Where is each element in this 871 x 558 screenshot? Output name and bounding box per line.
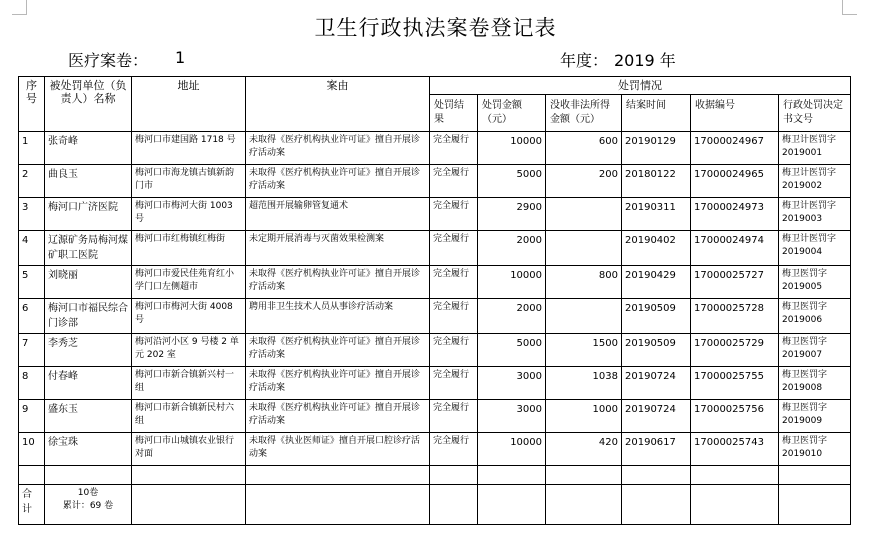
row-address: 梅河口市梅河大街 1003 号 [132, 198, 246, 231]
row-decision-doc-no: 梅卫计医罚字 2019004 [779, 231, 851, 266]
row-confiscated [546, 198, 622, 231]
case-register-table [18, 76, 851, 525]
row-closed-date: 20190311 [622, 198, 691, 231]
table-row [19, 266, 851, 299]
blank-cell [779, 466, 851, 485]
row-party: 刘晓丽 [45, 266, 132, 299]
row-result: 完全履行 [430, 367, 478, 400]
row-decision-doc-no: 梅卫计医罚字 2019003 [779, 198, 851, 231]
row-seq: 8 [19, 367, 45, 400]
row-address: 梅河口市建国路 1718 号 [132, 132, 246, 165]
row-fine: 2000 [478, 299, 546, 334]
row-result: 完全履行 [430, 299, 478, 334]
row-confiscated: 800 [546, 266, 622, 299]
blank-cell [19, 466, 45, 485]
row-seq: 10 [19, 433, 45, 466]
row-party: 梅河口市福民综合门诊部 [45, 299, 132, 334]
row-fine: 10000 [478, 266, 546, 299]
row-result: 完全履行 [430, 165, 478, 198]
row-address: 梅河沿河小区 9 号楼 2 单元 202 室 [132, 334, 246, 367]
header-cause: 案由 [246, 77, 430, 132]
table-row [19, 367, 851, 400]
row-party: 付春峰 [45, 367, 132, 400]
blank-cell [622, 466, 691, 485]
row-party: 徐宝珠 [45, 433, 132, 466]
header-seq: 序号 [19, 77, 45, 132]
row-cause: 未取得《执业医师证》擅自开展口腔诊疗活动案 [246, 433, 430, 466]
total-volumes-cell [45, 485, 132, 525]
row-receipt-no: 17000024967 [691, 132, 779, 165]
header-address: 地址 [132, 77, 246, 132]
blank-cell [132, 466, 246, 485]
blank-cell [622, 485, 691, 525]
row-receipt-no: 17000025756 [691, 400, 779, 433]
row-party: 张奇峰 [45, 132, 132, 165]
row-address: 梅河口市红梅镇红梅街 [132, 231, 246, 266]
header-result: 处罚结果 [430, 95, 478, 132]
table-row [19, 132, 851, 165]
row-seq: 3 [19, 198, 45, 231]
row-result: 完全履行 [430, 231, 478, 266]
row-party: 辽源矿务局梅河煤矿职工医院 [45, 231, 132, 266]
table-row [19, 165, 851, 198]
row-result: 完全履行 [430, 132, 478, 165]
row-confiscated: 1500 [546, 334, 622, 367]
row-closed-date: 20190129 [622, 132, 691, 165]
row-closed-date: 20190402 [622, 231, 691, 266]
blank-cell [478, 466, 546, 485]
row-confiscated: 600 [546, 132, 622, 165]
row-receipt-no: 17000025755 [691, 367, 779, 400]
row-decision-doc-no: 梅卫医罚字 2019008 [779, 367, 851, 400]
header-confiscated: 没收非法所得金额（元） [546, 95, 622, 132]
row-cause: 未取得《医疗机构执业许可证》擅自开展诊疗活动案 [246, 400, 430, 433]
row-fine: 10000 [478, 433, 546, 466]
row-decision-doc-no: 梅卫计医罚字 2019002 [779, 165, 851, 198]
row-address: 梅河口市新合镇新兴村一组 [132, 367, 246, 400]
row-seq: 4 [19, 231, 45, 266]
row-result: 完全履行 [430, 334, 478, 367]
row-cause: 未取得《医疗机构执业许可证》擅自开展诊疗活动案 [246, 334, 430, 367]
blank-cell [246, 466, 430, 485]
blank-cell [430, 485, 478, 525]
blank-cell [691, 466, 779, 485]
row-decision-doc-no: 梅卫计医罚字 2019001 [779, 132, 851, 165]
row-fine: 5000 [478, 165, 546, 198]
row-cause: 未取得《医疗机构执业许可证》擅自开展诊疗活动案 [246, 266, 430, 299]
row-address: 梅河口市爱民佳苑育红小学门口左侧超市 [132, 266, 246, 299]
row-closed-date: 20190724 [622, 400, 691, 433]
table-row [19, 231, 851, 266]
row-address: 梅河口市海龙镇古镇新韵门市 [132, 165, 246, 198]
header-doc-no: 行政处罚决定书文号 [779, 95, 851, 132]
table-row [19, 400, 851, 433]
row-fine: 2000 [478, 231, 546, 266]
cumulative-volumes: 累计：69 卷 [62, 501, 114, 511]
blank-cell [691, 485, 779, 525]
row-result: 完全履行 [430, 433, 478, 466]
row-seq: 7 [19, 334, 45, 367]
header-fine: 处罚金额（元） [478, 95, 546, 132]
blank-cell [546, 485, 622, 525]
row-fine: 5000 [478, 334, 546, 367]
row-receipt-no: 17000025728 [691, 299, 779, 334]
row-confiscated [546, 231, 622, 266]
header-receipt: 收据编号 [691, 95, 779, 132]
row-cause: 聘用非卫生技术人员从事诊疗活动案 [246, 299, 430, 334]
row-address: 梅河口市梅河大街 4008 号 [132, 299, 246, 334]
row-decision-doc-no: 梅卫医罚字 2019005 [779, 266, 851, 299]
row-receipt-no: 17000024974 [691, 231, 779, 266]
row-closed-date: 20190429 [622, 266, 691, 299]
row-seq: 2 [19, 165, 45, 198]
blank-row [19, 466, 851, 485]
row-fine: 10000 [478, 132, 546, 165]
row-party: 曲良玉 [45, 165, 132, 198]
row-receipt-no: 17000024965 [691, 165, 779, 198]
year-value: 2019 年 [614, 51, 676, 70]
row-cause: 未定期开展消毒与灭菌效果检测案 [246, 231, 430, 266]
row-fine: 2900 [478, 198, 546, 231]
row-address: 梅河口市山城镇农业银行对面 [132, 433, 246, 466]
table-row [19, 198, 851, 231]
blank-cell [779, 485, 851, 525]
row-cause: 未取得《医疗机构执业许可证》擅自开展诊疗活动案 [246, 132, 430, 165]
row-closed-date: 20190509 [622, 299, 691, 334]
row-closed-date: 20190509 [622, 334, 691, 367]
blank-cell [132, 485, 246, 525]
row-decision-doc-no: 梅卫医罚字 2019006 [779, 299, 851, 334]
row-address: 梅河口市新合镇新民村六组 [132, 400, 246, 433]
row-fine: 3000 [478, 367, 546, 400]
header-outcome-group: 处罚情况 [430, 77, 851, 95]
row-cause: 未取得《医疗机构执业许可证》擅自开展诊疗活动案 [246, 367, 430, 400]
row-receipt-no: 17000025743 [691, 433, 779, 466]
year-label: 年度： [560, 51, 609, 70]
row-decision-doc-no: 梅卫医罚字 2019010 [779, 433, 851, 466]
table-row [19, 433, 851, 466]
row-closed-date: 20180122 [622, 165, 691, 198]
row-party: 盛东玉 [45, 400, 132, 433]
case-volume-label: 医疗案卷： [68, 51, 149, 70]
row-receipt-no: 17000025727 [691, 266, 779, 299]
header-row-top [19, 77, 851, 95]
blank-cell [546, 466, 622, 485]
row-closed-date: 20190724 [622, 367, 691, 400]
header-party: 被处罚单位（负责人）名称 [45, 77, 132, 132]
row-result: 完全履行 [430, 400, 478, 433]
header-closed: 结案时间 [622, 95, 691, 132]
row-receipt-no: 17000024973 [691, 198, 779, 231]
row-result: 完全履行 [430, 198, 478, 231]
case-volume-number: 1 [175, 48, 186, 67]
total-label: 合计 [19, 485, 45, 525]
row-party: 梅河口广济医院 [45, 198, 132, 231]
total-volumes: 10卷 [77, 488, 99, 498]
row-party: 李秀芝 [45, 334, 132, 367]
row-seq: 9 [19, 400, 45, 433]
blank-cell [45, 466, 132, 485]
row-confiscated [546, 299, 622, 334]
row-decision-doc-no: 梅卫医罚字 2019009 [779, 400, 851, 433]
blank-cell [478, 485, 546, 525]
row-cause: 超范围开展输卵管复通术 [246, 198, 430, 231]
total-row [19, 485, 851, 525]
register-rows [19, 132, 851, 466]
document-title: 卫生行政执法案卷登记表 [314, 16, 557, 40]
table-row [19, 334, 851, 367]
row-seq: 1 [19, 132, 45, 165]
blank-cell [430, 466, 478, 485]
row-fine: 3000 [478, 400, 546, 433]
row-seq: 6 [19, 299, 45, 334]
row-cause: 未取得《医疗机构执业许可证》擅自开展诊疗活动案 [246, 165, 430, 198]
row-confiscated: 200 [546, 165, 622, 198]
row-closed-date: 20190617 [622, 433, 691, 466]
row-result: 完全履行 [430, 266, 478, 299]
row-confiscated: 1038 [546, 367, 622, 400]
row-seq: 5 [19, 266, 45, 299]
row-confiscated: 420 [546, 433, 622, 466]
row-receipt-no: 17000025729 [691, 334, 779, 367]
row-decision-doc-no: 梅卫医罚字 2019007 [779, 334, 851, 367]
table-row [19, 299, 851, 334]
blank-cell [246, 485, 430, 525]
row-confiscated: 1000 [546, 400, 622, 433]
